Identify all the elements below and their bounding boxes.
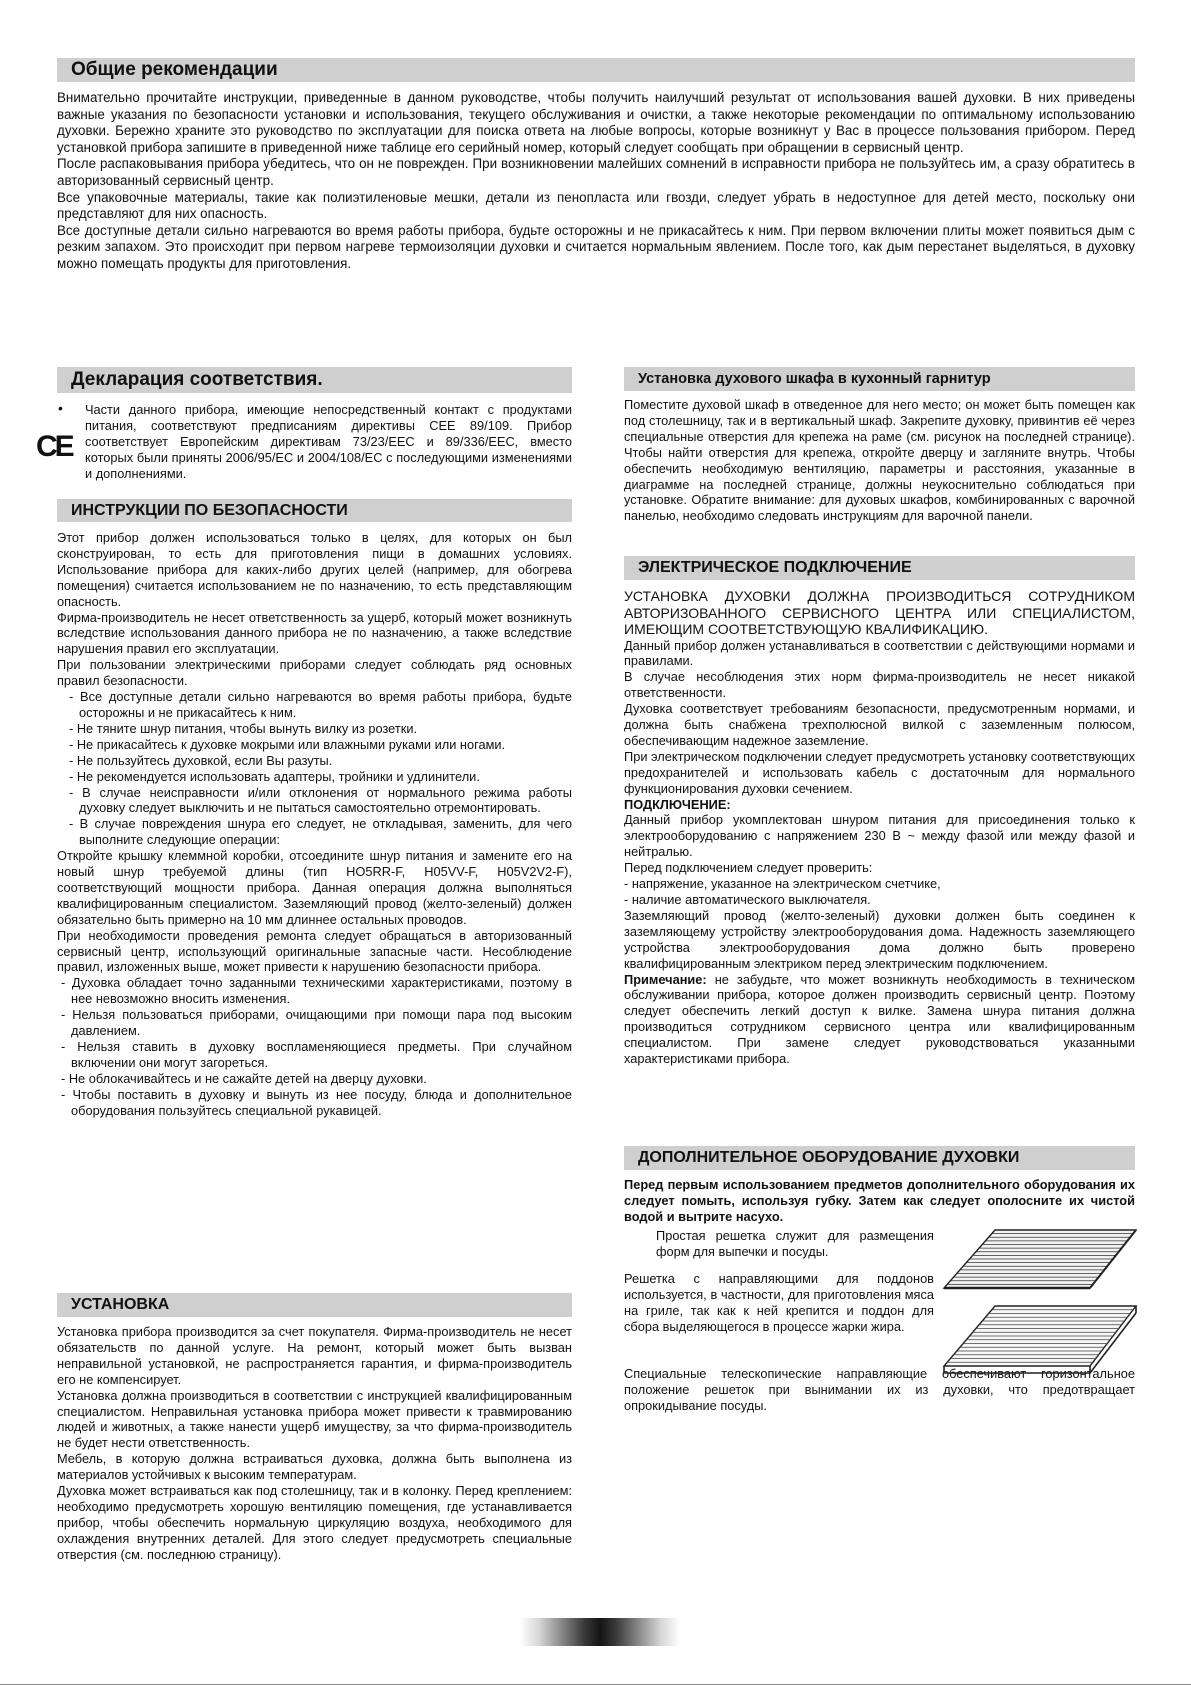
check-item: - наличие автоматического выключателя.: [624, 892, 871, 907]
install-paragraph: Установка прибора производится за счет покупателя. Фирма-производитель не несет обязательств по данной услуге. На ремонт, который может быть вызван неправильной установкой, не распространяется гарантия, и фирма-производитель его не компенсирует.: [57, 1324, 572, 1387]
bullet-dot: •: [58, 400, 63, 416]
wire-rack-image: [940, 1226, 1140, 1296]
note-text: не забудьте, что может возникнуть необходимость в техническом обслуживании прибора, которое должен производить сервисный центр. Поэтому следует обеспечить легкий доступ к вилке. Замена шнура питания должна производиться сотрудником сервисного центра или квалифицированным специалистом. При замене следует руководствоваться указанными характеристиками прибора.: [624, 971, 1135, 1067]
general-paragraph: Все упаковочные материалы, такие как полиэтиленовые мешки, детали из пенопласта или гвозди, следует убрать в недоступное для детей место, поскольку они представляют для них опасность.: [57, 189, 1135, 222]
check-item: - напряжение, указанное на электрическом счетчике,: [624, 876, 941, 892]
declaration-title: Декларация соответствия.: [71, 369, 323, 390]
general-paragraph: После распаковывания прибора убедитесь, что он не поврежден. При возникновении малейших сомнений в исправности прибора не пользуйтесь им, а сразу обратитесь в авторизованный сервисный центр.: [57, 156, 1135, 188]
ce-mark: CE: [36, 430, 72, 463]
list-item: - Не рекомендуется использовать адаптеры, тройники и удлинители.: [69, 768, 480, 784]
safety-list-1: [57, 689, 572, 848]
safety-body: [57, 530, 572, 1119]
safety-paragraph: Фирма-производитель не несет ответственность за ущерб, который может возникнуть вследствие использования данного прибора не по назначению, а также вследствие нарушения правил его эксплуатации.: [57, 609, 572, 657]
list-item: - Не тяните шнур питания, чтобы вынуть вилку из розетки.: [69, 720, 418, 736]
safety-paragraph: При пользовании электрическими приборами следует соблюдать ряд основных правил безопасности.: [57, 657, 572, 689]
electric-paragraph: Духовка соответствует требованиям безопасности, предусмотренным нормами, и должна быть снабжена трехполюсной вилкой с заземленным полюсом, обеспечивающим надежное заземление.: [624, 701, 1135, 748]
page-number-bar: [520, 1618, 680, 1646]
list-item: - Все доступные детали сильно нагреваются во время работы прибора, будьте осторожны и не прикасайтесь к ним.: [69, 689, 572, 720]
accessories-title: ДОПОЛНИТЕЛЬНОЕ ОБОРУДОВАНИЕ ДУХОВКИ: [638, 1149, 1020, 1166]
list-item: - Нельзя ставить в духовку воспламеняющиеся предметы. При случайном включении они могут загореться.: [61, 1039, 572, 1070]
general-title: Общие рекомендации: [71, 59, 278, 80]
safety-header: [57, 499, 572, 522]
electric-paragraph: Данный прибор должен устанавливаться в соответствии с действующими нормами и правилами.: [624, 637, 1135, 669]
connect-text: Данный прибор укомплектован шнуром питания для присоединения только к электрооборудованию с напряжением 230 В ~ между фазой или между фазой и нейтралью.: [624, 812, 1135, 860]
rack-tray-paragraph: Решетка с направляющими для поддонов используется, в частности, для приготовления мяса на гриле, так как к ней крепится и поддон для сбора выделяющегося в процессе жарки жира.: [624, 1271, 934, 1334]
list-item: - Не прикасайтесь к духовке мокрыми или влажными руками или ногами.: [69, 736, 506, 752]
telescopic-paragraph: Специальные телескопические направляющие обеспечивают горизонтальное положение решеток при вынимании их из духовки, что предотвращает опрокидывание посуды.: [624, 1366, 1135, 1413]
list-item: - Духовка обладает точно заданными техническими характеристиками, поэтому в нее невозможно вносить изменения.: [61, 975, 572, 1007]
list-item: - В случае повреждения шнура его следует, не откладывая, заменить, для чего выполните следующие операции:: [69, 816, 572, 848]
note-label: Примечание:: [624, 971, 707, 987]
general-paragraph: Все доступные детали сильно нагреваются во время работы прибора, будьте осторожны и не прикасайтесь к ним. При первом включении плиты может появиться дым с резким запахом. Это происходит при первом нагреве термоизоляции духовки и считается нормальным явлением. После того, как дым перестанет выделяться, в духовку можно помещать продукты для приготовления.: [57, 222, 1135, 271]
safety-title: ИНСТРУКЦИИ ПО БЕЗОПАСНОСТИ: [71, 501, 348, 519]
electric-paragraph: В случае несоблюдения этих норм фирма-производитель не несет никакой ответственности.: [624, 669, 1135, 701]
install-body: [57, 1324, 572, 1563]
declaration-header: [57, 367, 572, 393]
list-item: - Не облокачивайтесь и не сажайте детей на дверцу духовки.: [61, 1070, 427, 1086]
install-paragraph: Мебель, в которую должна встраиваться духовка, должна быть выполнена из материалов устойчивых к высоким температурам.: [57, 1451, 572, 1483]
rack-text: [656, 1228, 934, 1260]
declaration-text: [85, 402, 572, 482]
cabinet-header: [624, 367, 1135, 391]
safety-paragraph: Откройте крышку клеммной коробки, отсоедините шнур питания и замените его на новый шнур требуемой длины (тип HO5RR-F, H05VV-F, H05V2V2-F), соответствующий мощности прибора. Данная операция должна выполняться квалифицированным специалистом. Заземляющий провод (желто-зеленый) должен обязательно быть примерно на 10 мм длиннее остальных проводов.: [57, 848, 572, 927]
safety-paragraph: При необходимости проведения ремонта следует обращаться в авторизованный сервисный центр, использующий оригинальные запасные части. Несоблюдение правил, изложенных выше, может привести к нарушению безопасности прибора.: [57, 927, 572, 975]
connect-title: ПОДКЛЮЧЕНИЕ:: [624, 796, 731, 812]
electric-title: ЭЛЕКТРИЧЕСКОЕ ПОДКЛЮЧЕНИЕ: [638, 559, 912, 576]
install-paragraph: Установка должна производиться в соответствии с инструкцией квалифицированным специалистом. Неправильная установка прибора может привести к травмированию людей и животных, а также нанести ущерб имуществу, за что фирма-производитель не будет нести ответственность.: [57, 1387, 572, 1451]
electric-caps: УСТАНОВКА ДУХОВКИ ДОЛЖНА ПРОИЗВОДИТЬСЯ СОТРУДНИКОМ АВТОРИЗОВАННОГО СЕРВИСНОГО ЦЕНТРА ИЛИ СПЕЦИАЛИСТОМ, ИМЕЮЩИМ СООТВЕТСТВУЮЩУЮ КВАЛИФИКАЦИЮ.: [624, 588, 1135, 637]
install-paragraph: Духовка может встраиваться как под столешницу, так и в колонку. Перед креплением: необходимо предусмотреть хорошую вентиляцию помещения, где устанавливается прибор, чтобы обеспечить нормальную циркуляцию воздуха, необходимого для охлаждения внутренних деталей. Для этого следует предусмотреть специальные отверстия (см. последнюю страницу).: [57, 1483, 572, 1562]
note-paragraph: [624, 972, 1135, 1067]
electric-header: [624, 556, 1135, 580]
cabinet-paragraph: Поместите духовой шкаф в отведенное для него место; он может быть помещен как под столешницу, так и в вертикальный шкаф. Закрепите духовку, привинтив её через специальные отверстия для крепежа на раме (см. рисунок на последней странице). Чтобы найти отверстия для крепежа, откройте дверцу и загляните внутрь. Чтобы обеспечить необходимую вентиляцию, параметры и расстояния, указанные в диаграмме на последней странице, должны неукоснительно соблюдаться при установке. Обратите внимание: для духовых шкафов, комбинированных с варочной панелью, необходимо следовать инструкциям для варочной панели.: [624, 397, 1135, 524]
list-item: - Не пользуйтесь духовкой, если Вы разуты.: [69, 752, 333, 768]
list-item: - В случае неисправности и/или отклонения от нормального режима работы духовку следует выключить и не пытаться самостоятельно отремонтировать.: [69, 784, 572, 816]
accessories-header: [624, 1146, 1135, 1170]
general-header: [57, 58, 1135, 82]
electric-paragraph: При электрическом подключении следует предусмотреть установку соответствующих предохранителей и использовать кабель с достаточным для нормального функционирования духовки сечением.: [624, 748, 1135, 796]
cabinet-title: Установка духового шкафа в кухонный гарнитур: [638, 371, 991, 387]
safety-list-2: [57, 975, 572, 1118]
check-title: Перед подключением следует проверить:: [624, 860, 873, 876]
install-header: [57, 1293, 572, 1317]
declaration-paragraph: Части данного прибора, имеющие непосредственный контакт с продуктами питания, соответствуют предписаниям директивы CEE 89/109. Прибор соответствует Европейским директивам 73/23/EEC и 89/336/EEC, вместо которых были приняты 2006/95/EC и 2004/108/EC с последующими изменениями и дополнениями.: [85, 402, 572, 481]
electric-body: [624, 588, 1135, 1067]
rack-with-tray-image: [940, 1300, 1140, 1380]
list-item: - Нельзя пользоваться приборами, очищающими при помощи пара под высоким давлением.: [61, 1007, 572, 1039]
accessories-intro-text: Перед первым использованием предметов дополнительного оборудования их следует помыть, используя губку. Затем как следует ополосните их чистой водой и вытрите насухо.: [624, 1177, 1135, 1224]
rack-tray-text: [624, 1271, 934, 1335]
list-item: - Чтобы поставить в духовку и вынуть из нее посуду, блюда и дополнительное оборудования пользуйтесь специальной рукавицей.: [61, 1086, 572, 1118]
safety-paragraph: Этот прибор должен использоваться только в целях, для которых он был сконструирован, то есть для приготовления пищи в домашних условиях. Использование прибора для каких-либо других целей (например, для обогрева помещения) считается использованием не по назначению, то есть представляющим опасность.: [57, 530, 572, 609]
general-body: [57, 90, 1135, 273]
ground-text: Заземляющий провод (желто-зеленый) духовки должен быть соединен к заземляющему устройству электрооборудования дома. Надежность заземляющего устройства электрооборудования дома должно быть проверено квалифицированным электриком перед электрическим подключением.: [624, 907, 1135, 971]
cabinet-body: [624, 397, 1135, 524]
install-title: УСТАНОВКА: [71, 1296, 170, 1313]
rack-paragraph: Простая решетка служит для размещения форм для выпечки и посуды.: [656, 1228, 934, 1259]
accessories-intro: [624, 1177, 1135, 1225]
general-paragraph: Внимательно прочитайте инструкции, приведенные в данном руководстве, чтобы получить наилучший результат от использования вашей духовки. В них приведены важные указания по безопасности установки и использования, текущего обслуживания и очистки, а также некоторые рекомендации по оптимальному использованию духовки. Бережно храните это руководство по эксплуатации для поиска ответа на любые вопросы, которые возникнут у Вас в процессе пользования прибором. Перед установкой прибора запишите в приведенной ниже таблице его серийный номер, который следует сообщать при обращении в сервисный центр.: [57, 90, 1135, 155]
